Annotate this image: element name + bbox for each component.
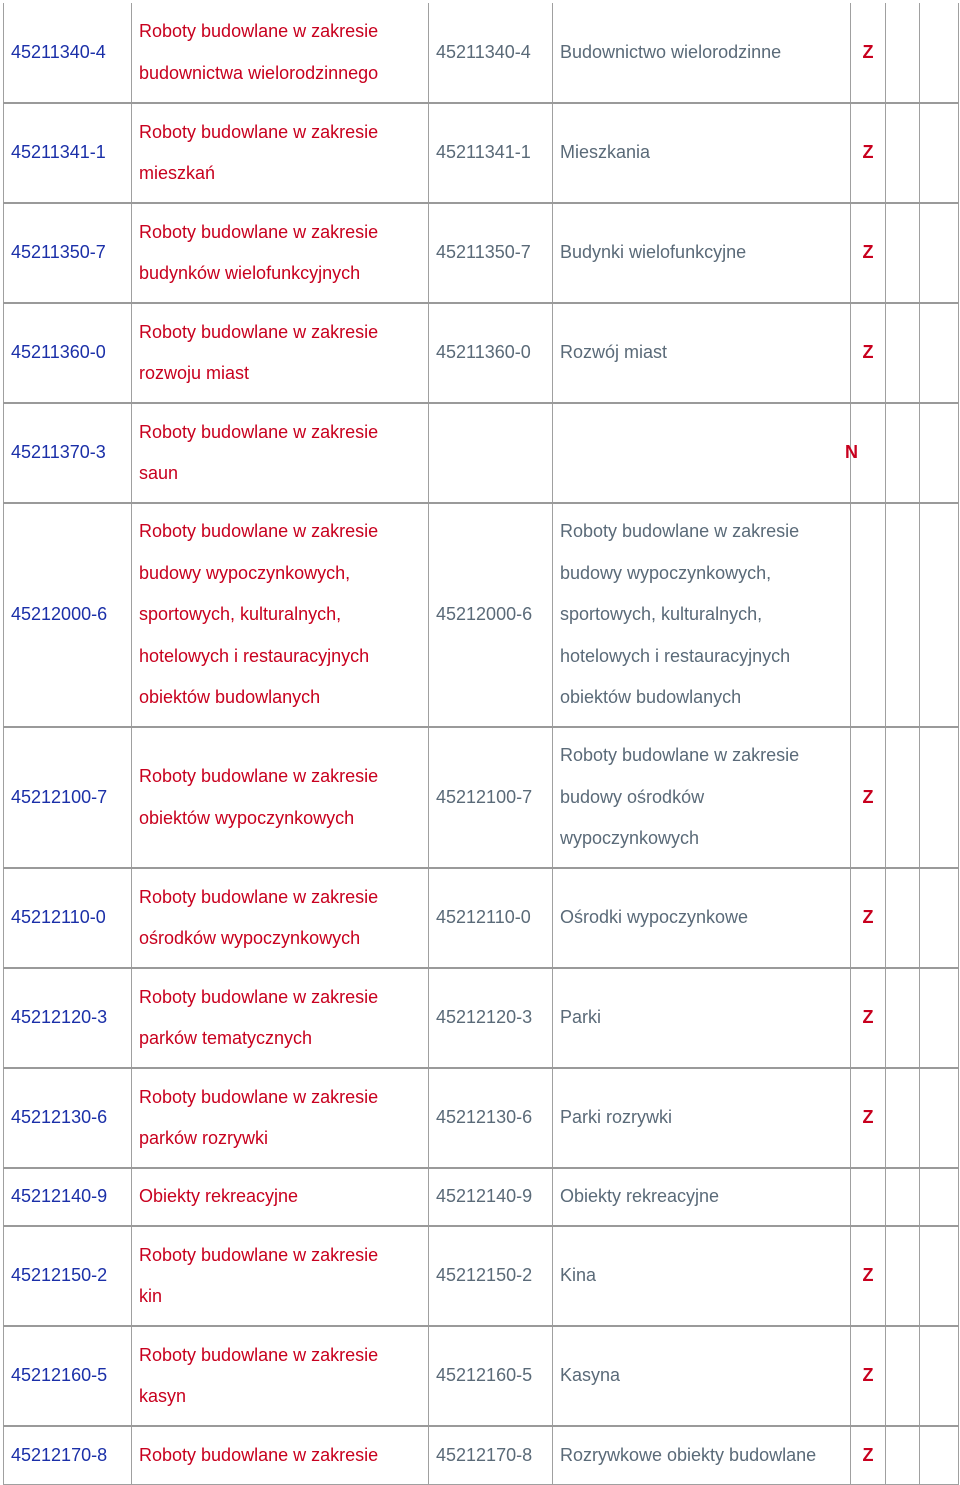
status-cell-1: Z [851, 868, 886, 968]
status-cell-1: Z [851, 968, 886, 1068]
mapped-code: 45212140-9 [429, 1168, 553, 1226]
mapped-description-line: obiektów budowlanych [560, 687, 742, 708]
mapped-code: 45211341-1 [429, 103, 553, 203]
description-line: Roboty budowlane w zakresie [139, 321, 379, 342]
description-line: parków rozrywki [139, 1128, 269, 1148]
mapped-description [553, 1168, 851, 1226]
status-cell-1: Z [851, 727, 886, 868]
status-cell-3 [920, 503, 959, 727]
status-cell-1: Z [851, 1068, 886, 1168]
description-line: obiektów budowlanych [139, 687, 321, 708]
status-cell-2 [886, 403, 920, 503]
status-cell-3 [920, 1168, 959, 1226]
cpv-code: 45212000-6 [4, 503, 132, 727]
cpv-description [132, 1426, 429, 1484]
cpv-table [3, 3, 959, 1485]
description-line: ośrodków wypoczynkowych [139, 928, 361, 948]
mapped-description [553, 1426, 851, 1484]
cpv-code: 45212170-8 [4, 1426, 132, 1484]
status-cell-1: Z [851, 1226, 886, 1326]
cpv-code: 45212110-0 [4, 868, 132, 968]
status-cell-2 [886, 503, 920, 727]
mapped-description-line: Parki [560, 1007, 602, 1028]
cpv-description [132, 503, 429, 727]
status-cell-1: Z [851, 1326, 886, 1426]
mapped-code: 45212160-5 [429, 1326, 553, 1426]
cpv-description [132, 303, 429, 403]
description-line: Roboty budowlane w zakresie [139, 1444, 379, 1465]
cpv-code: 45212140-9 [4, 1168, 132, 1226]
table-row [4, 303, 959, 403]
description-line: Roboty budowlane w zakresie [139, 1244, 379, 1265]
mapped-description-line: Kasyna [560, 1365, 621, 1386]
status-cell-3 [920, 727, 959, 868]
status-cell-2 [886, 1426, 920, 1484]
mapped-description [553, 1326, 851, 1426]
cpv-description [132, 1068, 429, 1168]
mapped-code: 45211360-0 [429, 303, 553, 403]
description-line: Roboty budowlane w zakresie [139, 21, 379, 41]
status-cell-2 [886, 968, 920, 1068]
mapped-description-line: Kina [560, 1265, 597, 1286]
table-row [4, 1426, 959, 1484]
status-cell-2 [886, 303, 920, 403]
cpv-description [132, 727, 429, 868]
description-line: saun [139, 463, 179, 483]
status-cell-2 [886, 3, 920, 103]
description-line: kasyn [139, 1386, 187, 1406]
status-cell-3 [920, 1068, 959, 1168]
table-row [4, 968, 959, 1068]
description-line: obiektów wypoczynkowych [139, 807, 355, 828]
status-cell-3 [920, 203, 959, 303]
status-cell-3 [920, 1226, 959, 1326]
description-line: Roboty budowlane w zakresie [139, 221, 379, 242]
cpv-code: 45211350-7 [4, 203, 132, 303]
table-row [4, 1226, 959, 1326]
description-line: budownictwa wielorodzinnego [139, 62, 379, 83]
mapped-code [429, 403, 553, 503]
status-flag: N [845, 442, 858, 463]
mapped-description-line: Budownictwo wielorodzinne [560, 41, 782, 62]
mapped-description-line: Rozrywkowe obiekty budowlane [560, 1444, 817, 1465]
mapped-description [553, 503, 851, 727]
mapped-description [553, 868, 851, 968]
status-cell-2 [886, 868, 920, 968]
status-cell-2 [886, 103, 920, 203]
status-cell-3 [920, 403, 959, 503]
status-cell-3 [920, 3, 959, 103]
cpv-description [132, 203, 429, 303]
mapped-description-line: Parki rozrywki [560, 1107, 673, 1128]
description-line: mieszkań [139, 163, 216, 183]
mapped-description-line: Obiekty rekreacyjne [560, 1186, 720, 1207]
table-row [4, 503, 959, 727]
cpv-table-body [4, 3, 959, 1484]
description-line: rozwoju miast [139, 363, 250, 383]
mapped-description [553, 3, 851, 103]
mapped-description [553, 203, 851, 303]
table-row [4, 3, 959, 103]
description-line: Roboty budowlane w zakresie [139, 421, 379, 442]
cpv-code: 45211340-4 [4, 3, 132, 103]
mapped-code: 45212000-6 [429, 503, 553, 727]
mapped-description-line: sportowych, kulturalnych, [560, 604, 763, 625]
cpv-code: 45212130-6 [4, 1068, 132, 1168]
mapped-code: 45212100-7 [429, 727, 553, 868]
status-cell-3 [920, 868, 959, 968]
description-line: Roboty budowlane w zakresie [139, 886, 379, 907]
cpv-code: 45212160-5 [4, 1326, 132, 1426]
mapped-description-line: budowy wypoczynkowych, [560, 562, 772, 583]
description-line: sportowych, kulturalnych, [139, 604, 342, 625]
description-line: Roboty budowlane w zakresie [139, 121, 379, 142]
mapped-code: 45211350-7 [429, 203, 553, 303]
status-cell-1 [851, 503, 886, 727]
description-line: budowy wypoczynkowych, [139, 562, 351, 583]
description-line: budynków wielofunkcyjnych [139, 263, 361, 283]
mapped-description-line: Mieszkania [560, 142, 651, 163]
mapped-description-line: Roboty budowlane w zakresie [560, 521, 800, 542]
mapped-description-line: Rozwój miast [560, 342, 668, 363]
status-cell-3 [920, 1326, 959, 1426]
mapped-description [553, 103, 851, 203]
description-line: Roboty budowlane w zakresie [139, 1086, 379, 1107]
status-cell-1: Z [851, 103, 886, 203]
table-row [4, 1068, 959, 1168]
description-line: parków tematycznych [139, 1028, 313, 1048]
cpv-description [132, 1168, 429, 1226]
mapped-code: 45212110-0 [429, 868, 553, 968]
mapped-code: 45212170-8 [429, 1426, 553, 1484]
cpv-code: 45211360-0 [4, 303, 132, 403]
status-cell-1: Z [851, 1426, 886, 1484]
mapped-code: 45212120-3 [429, 968, 553, 1068]
mapped-description [553, 968, 851, 1068]
mapped-description-line: budowy ośrodków [560, 786, 705, 807]
status-cell-2 [886, 1068, 920, 1168]
status-cell-2 [886, 1226, 920, 1326]
table-row [4, 868, 959, 968]
cpv-description [132, 403, 429, 503]
status-cell-1: Z [851, 3, 886, 103]
table-row [4, 403, 959, 503]
description-line: kin [139, 1286, 163, 1306]
mapped-code: 45211340-4 [429, 3, 553, 103]
mapped-code: 45212150-2 [429, 1226, 553, 1326]
table-row [4, 727, 959, 868]
mapped-description-line: wypoczynkowych [560, 828, 700, 849]
description-line: Roboty budowlane w zakresie [139, 986, 379, 1007]
cpv-code: 45211370-3 [4, 403, 132, 503]
description-line: hotelowych i restauracyjnych [139, 645, 370, 666]
cpv-code: 45212100-7 [4, 727, 132, 868]
mapped-description [553, 1226, 851, 1326]
mapped-code: 45212130-6 [429, 1068, 553, 1168]
status-cell-1: Z [851, 203, 886, 303]
status-cell-1 [851, 1168, 886, 1226]
table-row [4, 203, 959, 303]
mapped-description-line: Budynki wielofunkcyjne [560, 242, 747, 263]
description-line: Roboty budowlane w zakresie [139, 766, 379, 786]
cpv-code: 45211341-1 [4, 103, 132, 203]
status-cell-3 [920, 1426, 959, 1484]
status-cell-1: Z [851, 303, 886, 403]
description-line: Roboty budowlane w zakresie [139, 521, 379, 542]
status-cell-2 [886, 1168, 920, 1226]
cpv-description [132, 968, 429, 1068]
status-cell-2 [886, 727, 920, 868]
cpv-description [132, 1326, 429, 1426]
status-cell-3 [920, 103, 959, 203]
description-line: Obiekty rekreacyjne [139, 1186, 299, 1207]
cpv-description [132, 868, 429, 968]
status-cell-3 [920, 303, 959, 403]
mapped-description [553, 727, 851, 868]
table-row [4, 1168, 959, 1226]
mapped-description-line: Roboty budowlane w zakresie [560, 745, 800, 766]
mapped-description [553, 1068, 851, 1168]
status-cell-2 [886, 203, 920, 303]
description-line: Roboty budowlane w zakresie [139, 1344, 379, 1365]
mapped-description-line: hotelowych i restauracyjnych [560, 645, 791, 666]
table-row [4, 103, 959, 203]
mapped-description-line: Ośrodki wypoczynkowe [560, 907, 749, 928]
cpv-description [132, 3, 429, 103]
cpv-description [132, 103, 429, 203]
cpv-description [132, 1226, 429, 1326]
cpv-code: 45212150-2 [4, 1226, 132, 1326]
mapped-description [553, 303, 851, 403]
status-cell-2 [886, 1326, 920, 1426]
mapped-description [553, 403, 858, 503]
status-cell-3 [920, 968, 959, 1068]
table-row [4, 1326, 959, 1426]
cpv-code: 45212120-3 [4, 968, 132, 1068]
